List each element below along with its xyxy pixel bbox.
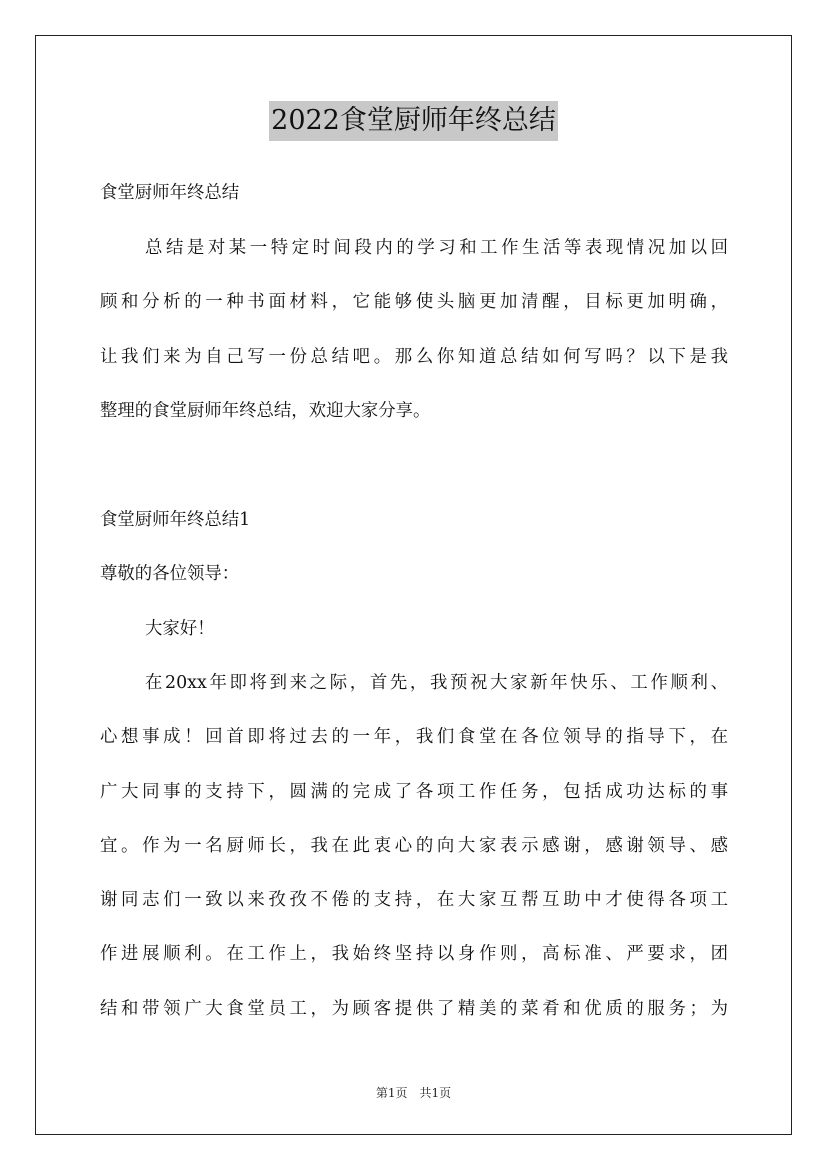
greeting-line: 大家好！ [145, 619, 215, 639]
salutation-line: 尊敬的各位领导： [100, 564, 240, 584]
page-total: 共1页 [419, 1086, 452, 1100]
page-footer [0, 1085, 827, 1101]
paragraph-line: 广大同事的支持下，圆满的完成了各项工作任务，包括成功达标的事 [100, 782, 728, 802]
paragraph-line: 顾和分析的一种书面材料，它能够使头脑更加清醒，目标更加明确， [100, 292, 728, 312]
paragraph-line: 宜。作为一名厨师长，我在此衷心的向大家表示感谢，感谢领导、感 [100, 836, 728, 856]
section-heading: 食堂厨师年终总结1 [100, 510, 251, 530]
paragraph-line: 结和带领广大食堂员工，为顾客提供了精美的菜肴和优质的服务；为 [100, 999, 728, 1019]
paragraph-line: 作进展顺利。在工作上，我始终坚持以身作则，高标准、严要求，团 [100, 944, 728, 964]
paragraph-line: 在20xx年即将到来之际，首先，我预祝大家新年快乐、工作顺利、 [145, 673, 728, 693]
page-number: 第1页 [375, 1086, 408, 1100]
paragraph-line: 总结是对某一特定时间段内的学习和工作生活等表现情况加以回 [145, 238, 728, 258]
subtitle-line: 食堂厨师年终总结 [100, 183, 240, 203]
title-container [0, 101, 827, 141]
paragraph-line: 让我们来为自己写一份总结吧。那么你知道总结如何写吗？以下是我 [100, 347, 728, 367]
document-title: 2022食堂厨师年终总结 [269, 101, 558, 141]
paragraph-line: 整理的食堂厨师年终总结，欢迎大家分享。 [100, 401, 431, 421]
paragraph-line: 谢同志们一致以来孜孜不倦的支持，在大家互帮互助中才使得各项工 [100, 890, 728, 910]
paragraph-line: 心想事成！回首即将过去的一年，我们食堂在各位领导的指导下，在 [100, 727, 728, 747]
